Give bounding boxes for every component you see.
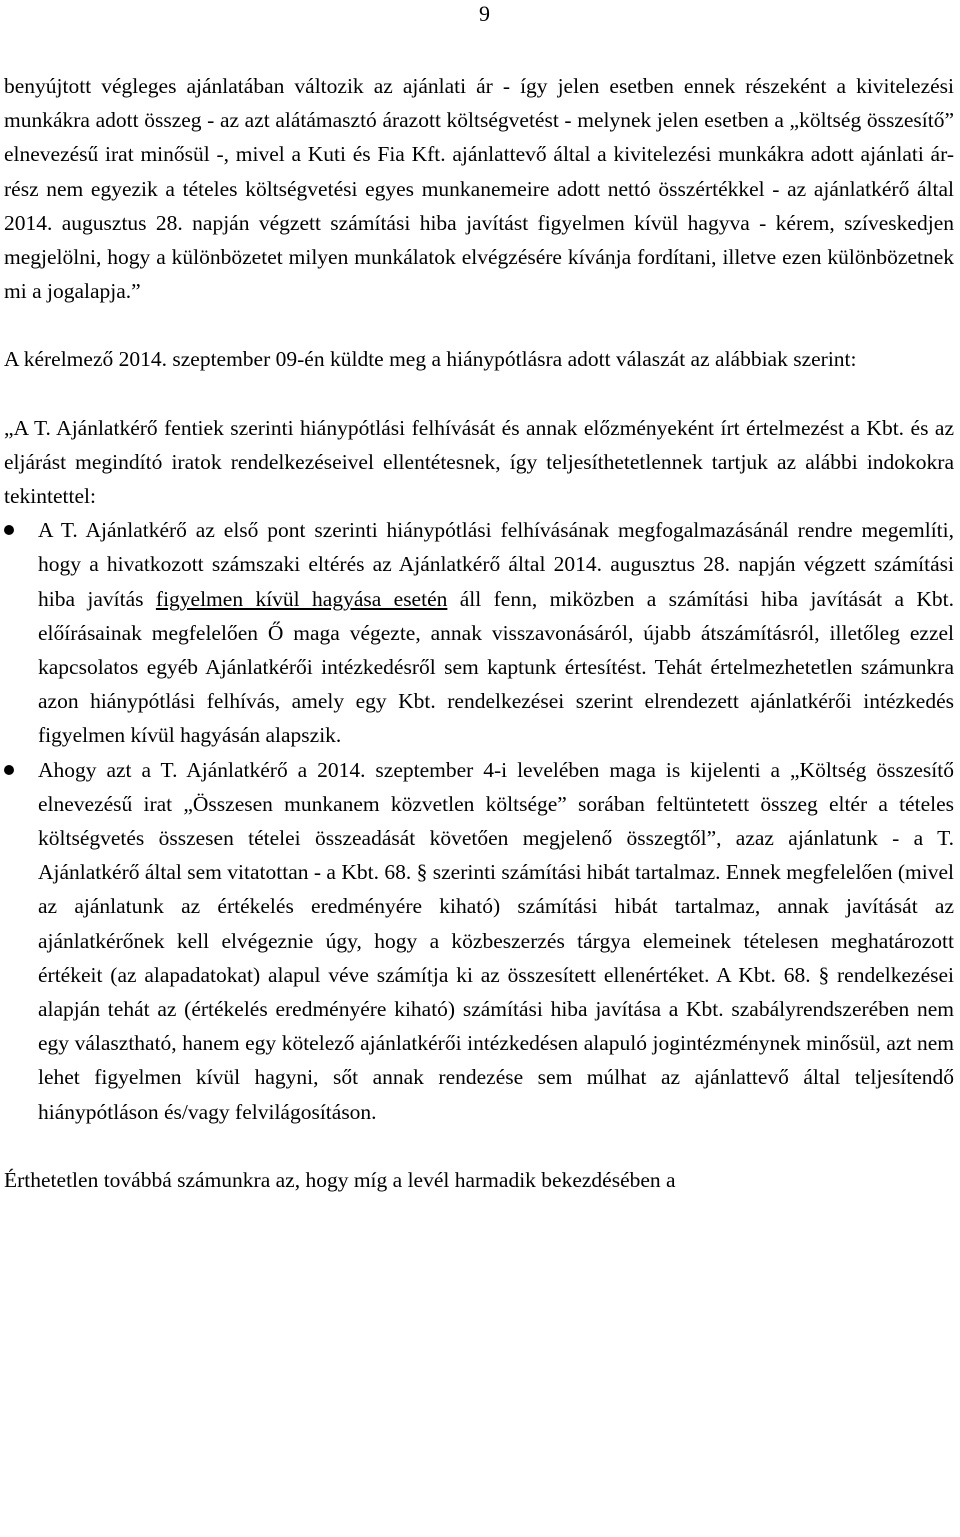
document-body bbox=[4, 69, 954, 1197]
list-item-text-underlined: figyelmen kívül hagyása esetén bbox=[155, 586, 448, 611]
paragraph-response-quote: „A T. Ajánlatkérő fentiek szerinti hiánypótlási felhívását és annak előzményeként írt értelmezést a Kbt. és az eljárást megindító iratok rendelkezéseivel ellentétesnek, így teljesíthetetlennek tartjuk az alábbi indokokra tekintettel: bbox=[4, 415, 954, 509]
list-item-text-after: áll fenn, miközben a számítási hiba javítását a Kbt. előírásainak megfelelően Ő maga végezte, annak visszavonásáról, újabb átszámításról, illetőleg ezzel kapcsolatos egyéb Ajánlatkérői intézkedésről sem kaptunk értesítést. Tehát értelmezhetetlen számunkra azon hiánypótlási felhívás, amely egy Kbt. rendelkezései szerint elrendezett ajánlatkérői intézkedés figyelmen kívül hagyásán alapszik. bbox=[38, 586, 955, 748]
paragraph-response-intro: A kérelmező 2014. szeptember 09-én küldte meg a hiánypótlásra adott válaszát az alábbiak szerint: bbox=[4, 347, 857, 372]
bullet-icon bbox=[4, 765, 14, 775]
list-item bbox=[4, 753, 954, 1129]
list-item bbox=[4, 513, 954, 752]
paragraph-quoted-request: benyújtott végleges ajánlatában változik az ajánlati ár - így jelen esetben ennek részeként a kivitelezési munkákra adott összeg - az azt alátámasztó árazott költségvetést - melynek jelen esetben a „költség összesítő” elnevezésű irat minősül -, mivel a Kuti és Fia Kft. ajánlattevő által a kivitelezési munkákra adott ajánlati ár-rész nem egyezik a tételes költségvetési egyes munkanemeire adott nettó összértékkel - az ajánlatkérő által 2014. augusztus 28. napján végzett számítási hiba javítást figyelmen kívül hagyva - kérem, szíveskedjen megjelölni, hogy a különbözetet milyen munkálatok elvégzésére kívánja fordítani, illetve ezen különbözetnek mi a jogalapja.” bbox=[4, 74, 954, 304]
reasons-list bbox=[4, 513, 954, 1129]
list-item-text-before: A T. Ajánlatkérő az első pont szerinti hiánypótlási felhívásának megfogalmazásánál rendre megemlíti, hogy a hivatkozott számszaki eltérés az Ajánlatkérő által 2014. augusztus 28. napján végzett számítási hiba javítás bbox=[38, 518, 954, 611]
page-number: 9 bbox=[479, 1, 490, 26]
bullet-icon bbox=[4, 525, 14, 535]
paragraph-continuation: Érthetetlen továbbá számunkra az, hogy míg a levél harmadik bekezdésében a bbox=[4, 1167, 676, 1192]
list-item-text: Ahogy azt a T. Ajánlatkérő a 2014. szeptember 4-i levelében maga is kijelenti a „Költség összesítő elnevezésű irat „Összesen munkanem közvetlen költsége” sorában feltüntetett összeg eltér a tételes költségvetés összesen tételei összeadását követően megjelenő összegtől”, azaz ajánlatunk - a T. Ajánlatkérő által sem vitatottan - a Kbt. 68. § szerinti számítási hibát tartalmaz. Ennek megfelelően (mivel az ajánlatunk az értékelés eredményére kiható) számítási hibát tartalmaz, annak javítását az ajánlatkérőnek kell elvégeznie úgy, hogy a közbeszerzés tárgya elemeinek tételesen meghatározott értékeit (az alapadatokat) alapul véve számítja ki az összesített ellenértéket. A Kbt. 68. § rendelkezései alapján tehát az (értékelés eredményére kiható) számítási hiba javítása a Kbt. szabályrendszerében nem egy választható, hanem egy kötelező ajánlatkérői intézkedésen alapuló jogintézménynek minősül, azt nem lehet figyelmen kívül hagyni, sőt annak rendezése sem múlhat az ajánlattevő által teljesítendő hiánypótláson és/vagy felvilágosításon. bbox=[38, 757, 954, 1124]
